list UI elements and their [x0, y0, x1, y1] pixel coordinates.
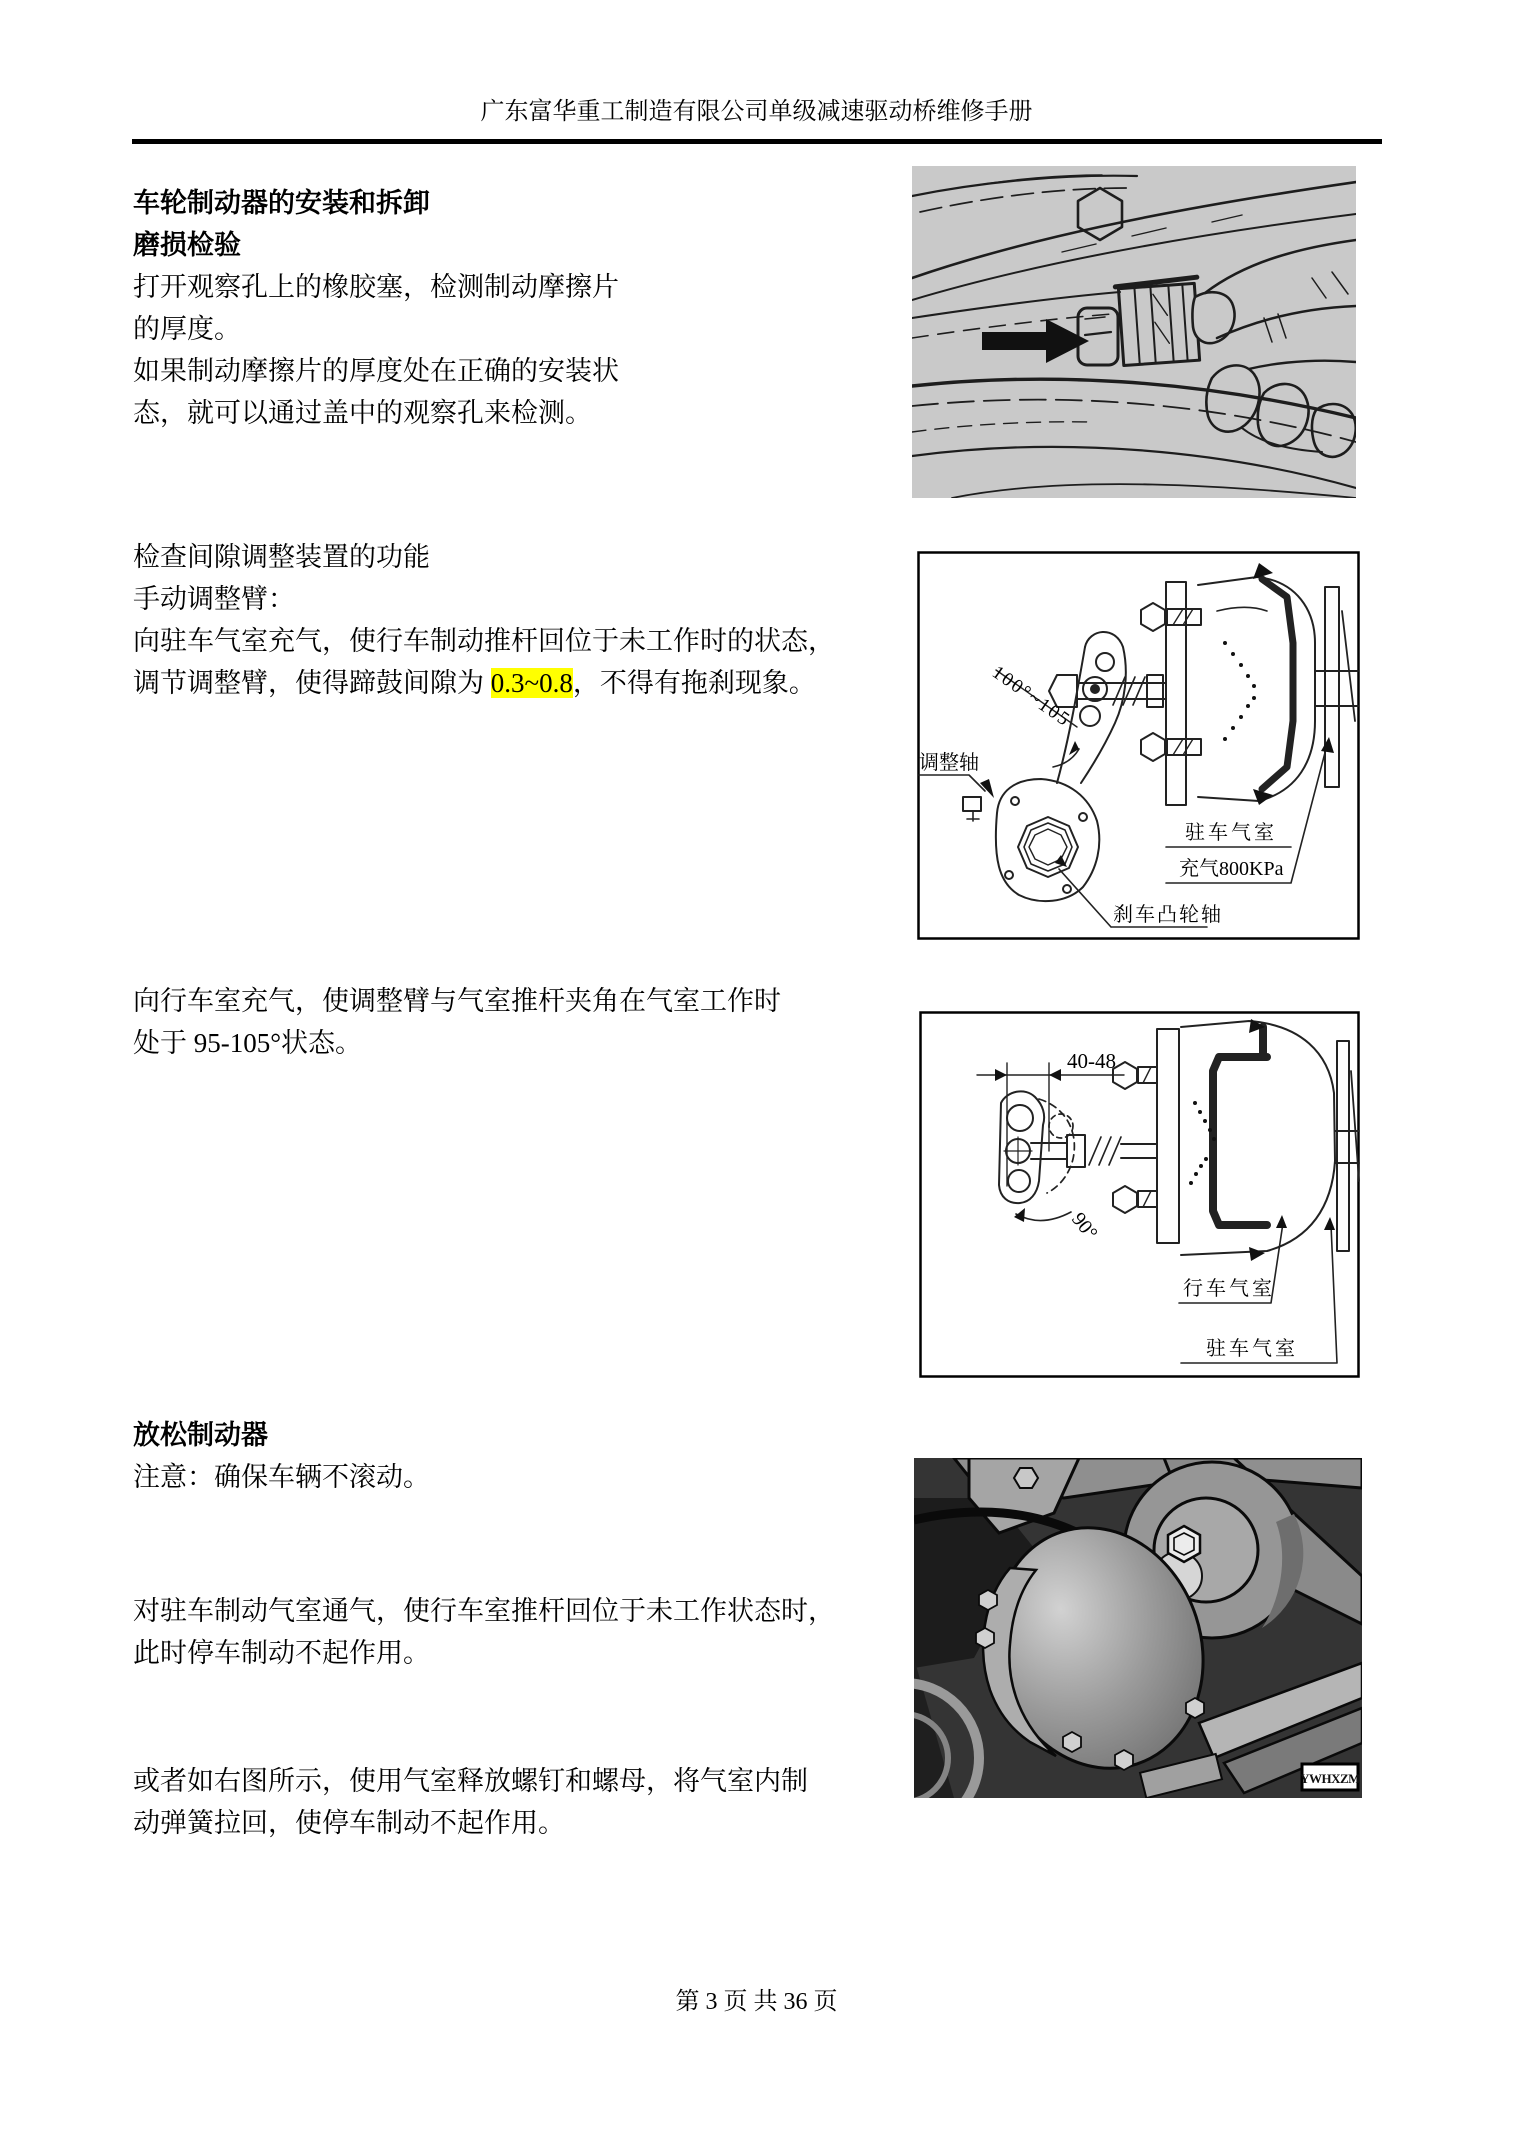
chamber-nut-icon	[1168, 1526, 1200, 1562]
section-service-chamber	[133, 980, 781, 1064]
header-rule	[132, 139, 1382, 144]
figure-brake-chamber-photo	[914, 1458, 1362, 1803]
text-line-with-highlight	[133, 662, 835, 704]
bolt-icon	[1014, 1468, 1038, 1488]
parking-chamber-label: 驻车气室	[1206, 1338, 1298, 1360]
chamber-angle-drawing	[919, 1011, 1360, 1378]
page-footer: 第 3 页 共 36 页	[675, 1989, 838, 2015]
adjust-shaft-label: 调整轴	[919, 752, 979, 774]
section-release-brake-para2	[133, 1760, 808, 1844]
section-subtitle: 磨损检验	[133, 230, 241, 260]
text-line: 注意：确保车辆不滚动。	[133, 1462, 430, 1492]
angle-dimension-label: 90°	[1067, 1208, 1102, 1245]
text-line: 检查间隙调整装置的功能	[133, 542, 430, 572]
section-clearance-check	[133, 536, 835, 704]
page-header-title: 广东富华重工制造有限公司单级减速驱动桥维修手册	[480, 99, 1033, 125]
watermark-text: YWHXZM	[1300, 1771, 1360, 1786]
section-title: 放松制动器	[133, 1420, 268, 1450]
inspection-hole-drawing	[912, 166, 1356, 498]
parking-chamber-label: 驻车气室	[1185, 822, 1277, 844]
brake-chamber-render	[914, 1458, 1362, 1798]
inflate-pressure-label: 充气800KPa	[1179, 858, 1284, 880]
text-line: 的厚度。	[133, 314, 241, 344]
highlighted-value: 0.3~0.8	[490, 668, 573, 698]
section-release-brake-para1	[133, 1590, 835, 1674]
text-line: 如果制动摩擦片的厚度处在正确的安装状	[133, 356, 619, 386]
angle-dimension-label: 100°~105	[988, 661, 1075, 732]
text-line: 向行车室充气，使调整臂与气室推杆夹角在气室工作时	[133, 986, 781, 1016]
watermark-badge	[1300, 1764, 1360, 1790]
text-line: 对驻车制动气室通气，使行车室推杆回位于未工作状态时，	[133, 1596, 835, 1626]
text-line: 手动调整臂：	[133, 584, 295, 614]
figure-brake-lining-inspection	[912, 166, 1356, 503]
figure-manual-slack-adjuster	[917, 551, 1360, 945]
text-line: 态，就可以通过盖中的观察孔来检测。	[133, 398, 592, 428]
text-line: 向驻车气室充气，使行车制动推杆回位于未工作时的状态，	[133, 626, 835, 656]
text-line: 打开观察孔上的橡胶塞，检测制动摩擦片	[133, 272, 619, 302]
section-title: 车轮制动器的安装和拆卸	[133, 188, 430, 218]
section-wheel-brake	[133, 182, 619, 434]
cam-shaft-label: 刹车凸轮轴	[1113, 904, 1223, 926]
section-release-brake	[133, 1414, 430, 1498]
text-line: 动弹簧拉回，使停车制动不起作用。	[133, 1808, 565, 1838]
text-segment: 调节调整臂，使得蹄鼓间隙为	[133, 668, 491, 698]
pushrod-dimension-label: 40-48	[1067, 1049, 1116, 1073]
text-line: 此时停车制动不起作用。	[133, 1638, 430, 1668]
service-chamber-label: 行车气室	[1183, 1278, 1275, 1300]
text-segment: ，不得有拖刹现象。	[572, 668, 816, 698]
text-line: 或者如右图所示，使用气室释放螺钉和螺母，将气室内制	[133, 1766, 808, 1796]
figure-chamber-angle	[919, 1011, 1360, 1383]
slack-adjuster-drawing	[917, 551, 1360, 940]
text-line: 处于 95-105°状态。	[133, 1028, 363, 1058]
